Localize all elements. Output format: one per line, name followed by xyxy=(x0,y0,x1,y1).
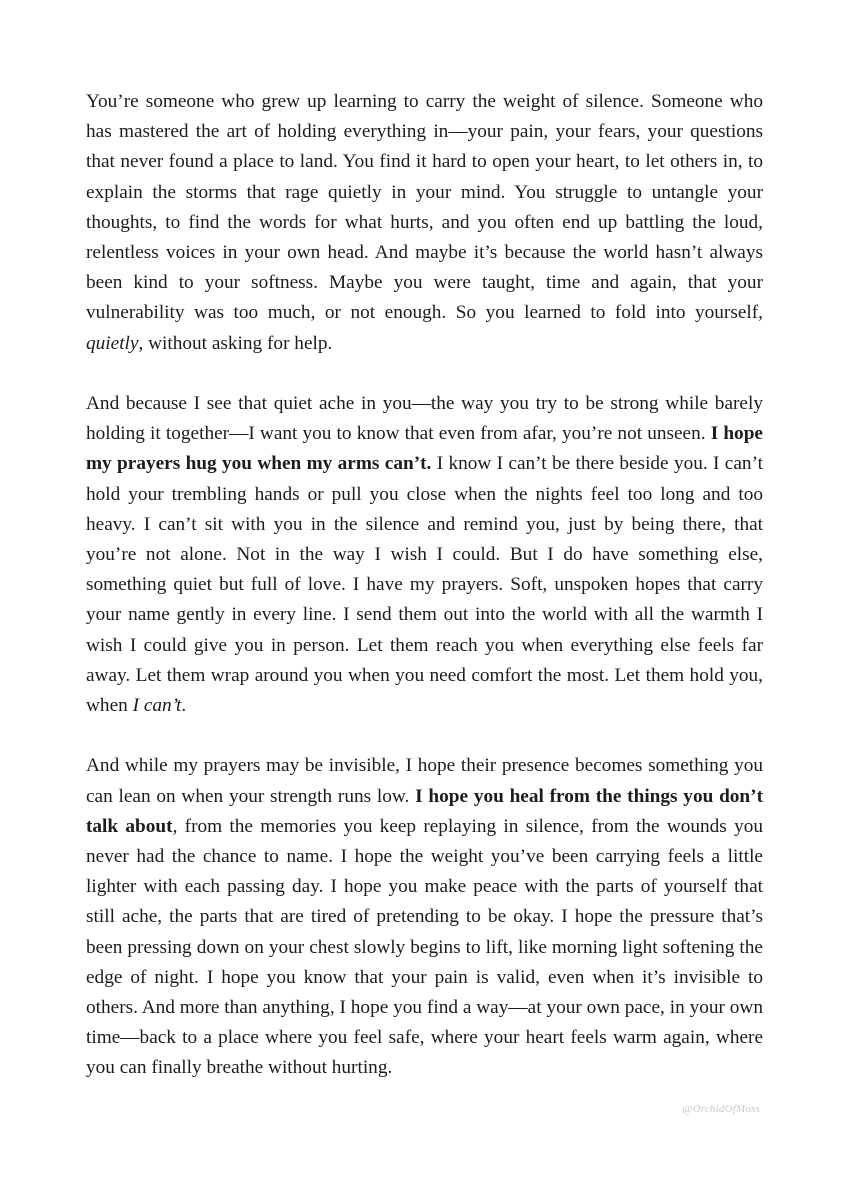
paragraph-1-text-a: You’re someone who grew up learning to carry the weight of silence. Someone who has mastered the art of holding everything in—your pain, your fears, your questions that never found a place to land. You find it hard to open your heart, to let others in, to explain the storms that rage quietly in your mind. You struggle to untangle your thoughts, to find the words for what hurts, and you often end up battling the loud, relentless voices in your own head. And maybe it’s because the world hasn’t always been kind to your softness. Maybe you were taught, time and again, that your vulnerability was too much, or not enough. So you learned to fold into yourself, xyxy=(86,91,763,324)
paragraph-2-text-b: I know I can’t be there beside you. I can’t hold your trembling hands or pull you close when the nights feel too long and too heavy. I can’t sit with you in the silence and remind you, just by being there, that you’re not alone. Not in the way I wish I could. But I do have something else, something quiet but full of love. I have my prayers. Soft, unspoken hopes that carry your name gently in every line. I send them out into the world with all the warmth I wish I could give you in person. Let them reach you when everything else feels far away. Let them wrap around you when you need comfort the most. Let them hold you, when xyxy=(86,453,763,717)
paragraph-1 xyxy=(86,87,763,359)
paragraph-1-italic-quietly: quietly xyxy=(86,332,139,354)
watermark-handle: @OrchidOfMoss xyxy=(682,1103,760,1115)
document-body xyxy=(86,87,763,1084)
paragraph-3-text-b: , from the memories you keep replaying in silence, from the wounds you never had the chance to name. I hope the weight you’ve been carrying feels a little lighter with each passing day. I hope you make peace with the parts of yourself that still ache, the parts that are tired of pretending to be okay. I hope the pressure that’s been pressing down on your chest slowly begins to lift, like morning light softening the edge of night. I hope you know that your pain is valid, even when it’s invisible to others. And more than anything, I hope you find a way—at your own pace, in your own time—back to a place where you feel safe, where your heart feels warm again, where you can finally breathe without hurting. xyxy=(86,815,763,1079)
paragraph-2-text-c: . xyxy=(181,695,187,717)
paragraph-2-bold-prayers-hug: I hope my prayers hug you when my arms can’t. xyxy=(86,423,763,475)
paragraph-2-italic-i-cant: I can’t xyxy=(132,695,182,717)
paragraph-2-text-a: And because I see that quiet ache in you—the way you try to be strong while barely holding it together—I want you to know that even from afar, you’re not unseen. xyxy=(86,393,763,445)
paragraph-3-bold-heal: I hope you heal from the things you don’t talk about xyxy=(86,785,763,837)
paragraph-3 xyxy=(86,751,763,1083)
paragraph-3-text-a: And while my prayers may be invisible, I hope their presence becomes something you can lean on when your strength runs low. xyxy=(86,755,763,807)
paragraph-1-text-b: , without asking for help. xyxy=(138,332,333,354)
paragraph-2 xyxy=(86,389,763,721)
